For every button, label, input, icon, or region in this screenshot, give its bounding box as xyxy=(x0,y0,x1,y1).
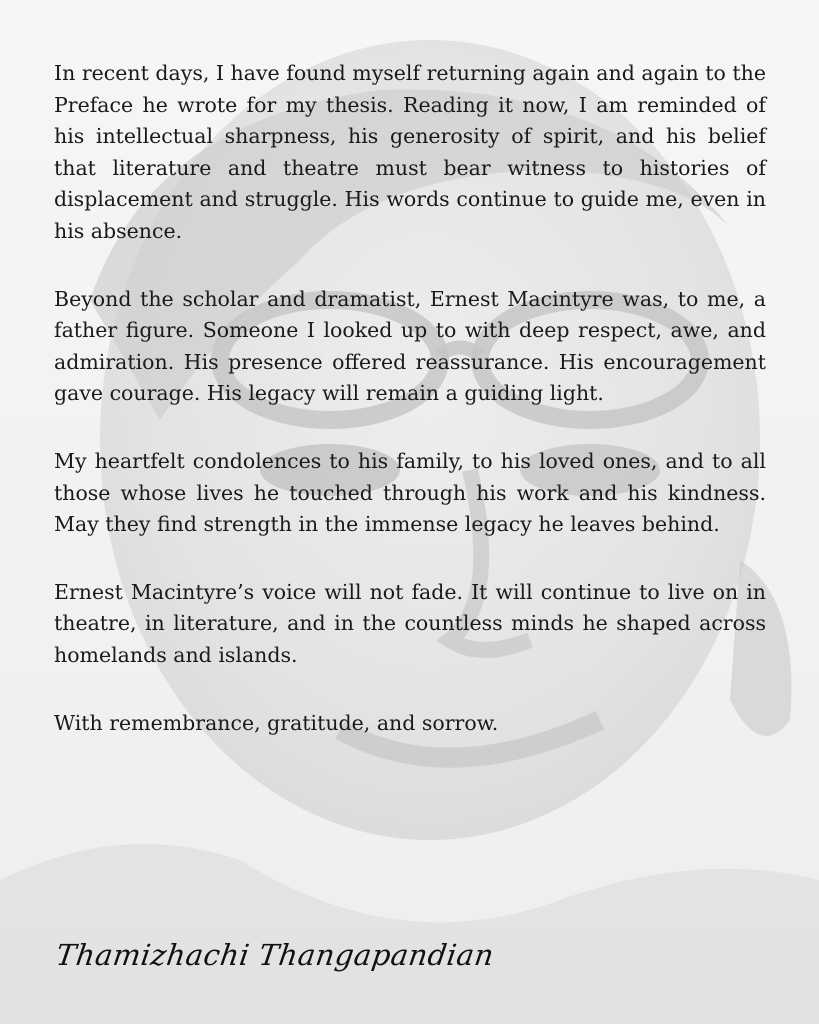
letter-paragraph-4: Ernest Macintyre’s voice will not fade. It will continue to live on in theatre, in literature, and in the countless minds he shaped across homelands and islands. xyxy=(54,579,766,667)
letter-paragraph-2: Beyond the scholar and dramatist, Ernest Macintyre was, to me, a father figure. Someone I looked up to with deep respect, awe, and admiration. His presence offered reassurance. His encouragement gave courage. His legacy will remain a guiding light. xyxy=(54,286,766,406)
signature: Thamizhachi Thangapandian xyxy=(54,938,497,972)
letter-body xyxy=(54,58,766,739)
letter-closing: With remembrance, gratitude, and sorrow. xyxy=(54,710,499,735)
letter-paragraph-3: My heartfelt condolences to his family, to his loved ones, and to all those whose lives he touched through his work and his kindness. May they find strength in the immense legacy he leaves behind. xyxy=(54,448,766,537)
letter-paragraph-1: In recent days, I have found myself returning again and again to the Preface he wrote for my thesis. Reading it now, I am reminded of his intellectual sharpness, his generosity of spirit, and his belief that literature and theatre must bear witness to histories of displacement and struggle. His words continue to guide me, even in his absence. xyxy=(54,61,766,243)
